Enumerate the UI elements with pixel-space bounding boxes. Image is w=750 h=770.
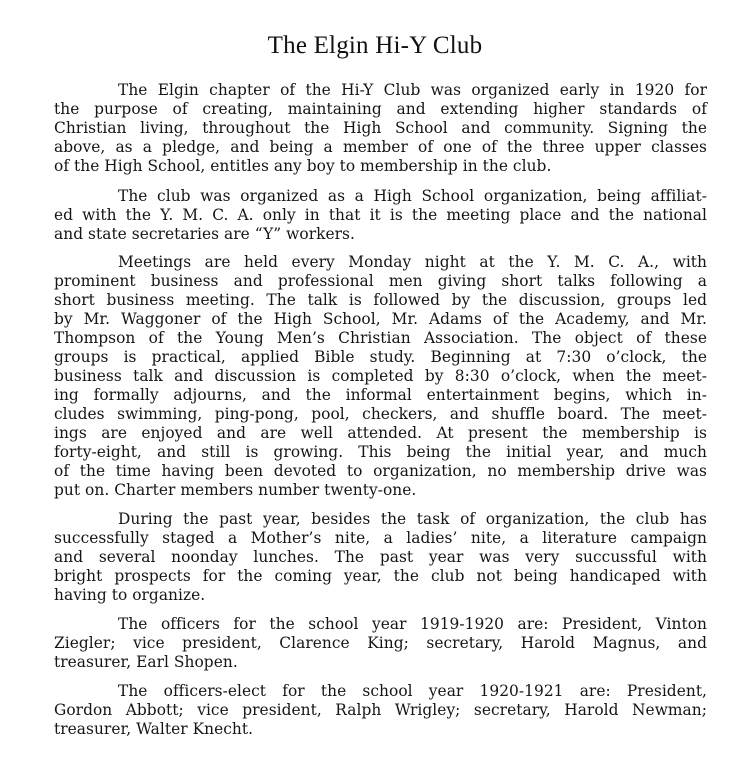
text-line: The officers for the school year 1919-1920 are: President, Vinton [118,615,707,633]
text-line: bright prospects for the coming year, the club not being handicaped with [54,567,707,585]
text-line: and several noonday lunches. The past year was very succussful with [54,548,707,566]
text-line: of the High School, entitles any boy to membership in the club. [54,157,552,175]
text-line: having to organize. [54,586,206,604]
text-line: Meetings are held every Monday night at the Y. M. C. A., with [118,253,707,271]
text-line: above, as a pledge, and being a member of one of the three upper classes [54,138,707,156]
text-line: the purpose of creating, maintaining and extending higher standards of [54,100,707,118]
text-line: prominent business and professional men giving short talks following a [54,272,707,290]
text-line: During the past year, besides the task of organization, the club has [118,510,707,528]
text-line: Ziegler; vice president, Clarence King; secretary, Harold Magnus, and [54,634,707,652]
text-line: successfully staged a Mother’s nite, a ladies’ nite, a literature campaign [54,529,707,547]
text-line: treasurer, Walter Knecht. [54,720,254,738]
text-line: ing formally adjourns, and the informal entertainment begins, which in- [54,386,707,404]
text-line: put on. Charter members number twenty-one. [54,481,417,499]
text-line: business talk and discussion is completed by 8:30 o’clock, when the meet- [54,367,707,385]
page-title: The Elgin Hi-Y Club [267,32,483,59]
text-line: groups is practical, applied Bible study. Beginning at 7:30 o’clock, the [54,348,707,366]
text-line: Christian living, throughout the High School and community. Signing the [54,119,707,137]
text-line: forty-eight, and still is growing. This being the initial year, and much [54,443,707,461]
text-line: of the time having been devoted to organization, no membership drive was [54,462,707,480]
text-line: ed with the Y. M. C. A. only in that it is the meeting place and the national [54,206,707,224]
text-line: cludes swimming, ping-pong, pool, checkers, and shuffle board. The meet- [54,405,707,423]
text-line: The Elgin chapter of the Hi-Y Club was organized early in 1920 for [118,81,707,99]
text-line: Thompson of the Young Men’s Christian Association. The object of these [54,329,707,347]
text-line: treasurer, Earl Shopen. [54,653,238,671]
text-line: ings are enjoyed and are well attended. At present the membership is [54,424,707,442]
text-line: and state secretaries are “Y” workers. [54,225,355,243]
text-line: The officers-elect for the school year 1920-1921 are: President, [118,682,707,700]
text-line: Gordon Abbott; vice president, Ralph Wrigley; secretary, Harold Newman; [54,701,707,719]
text-line: short business meeting. The talk is followed by the discussion, groups led [54,291,707,309]
text-line: The club was organized as a High School organization, being affiliat- [118,187,707,205]
text-line: by Mr. Waggoner of the High School, Mr. Adams of the Academy, and Mr. [54,310,707,328]
